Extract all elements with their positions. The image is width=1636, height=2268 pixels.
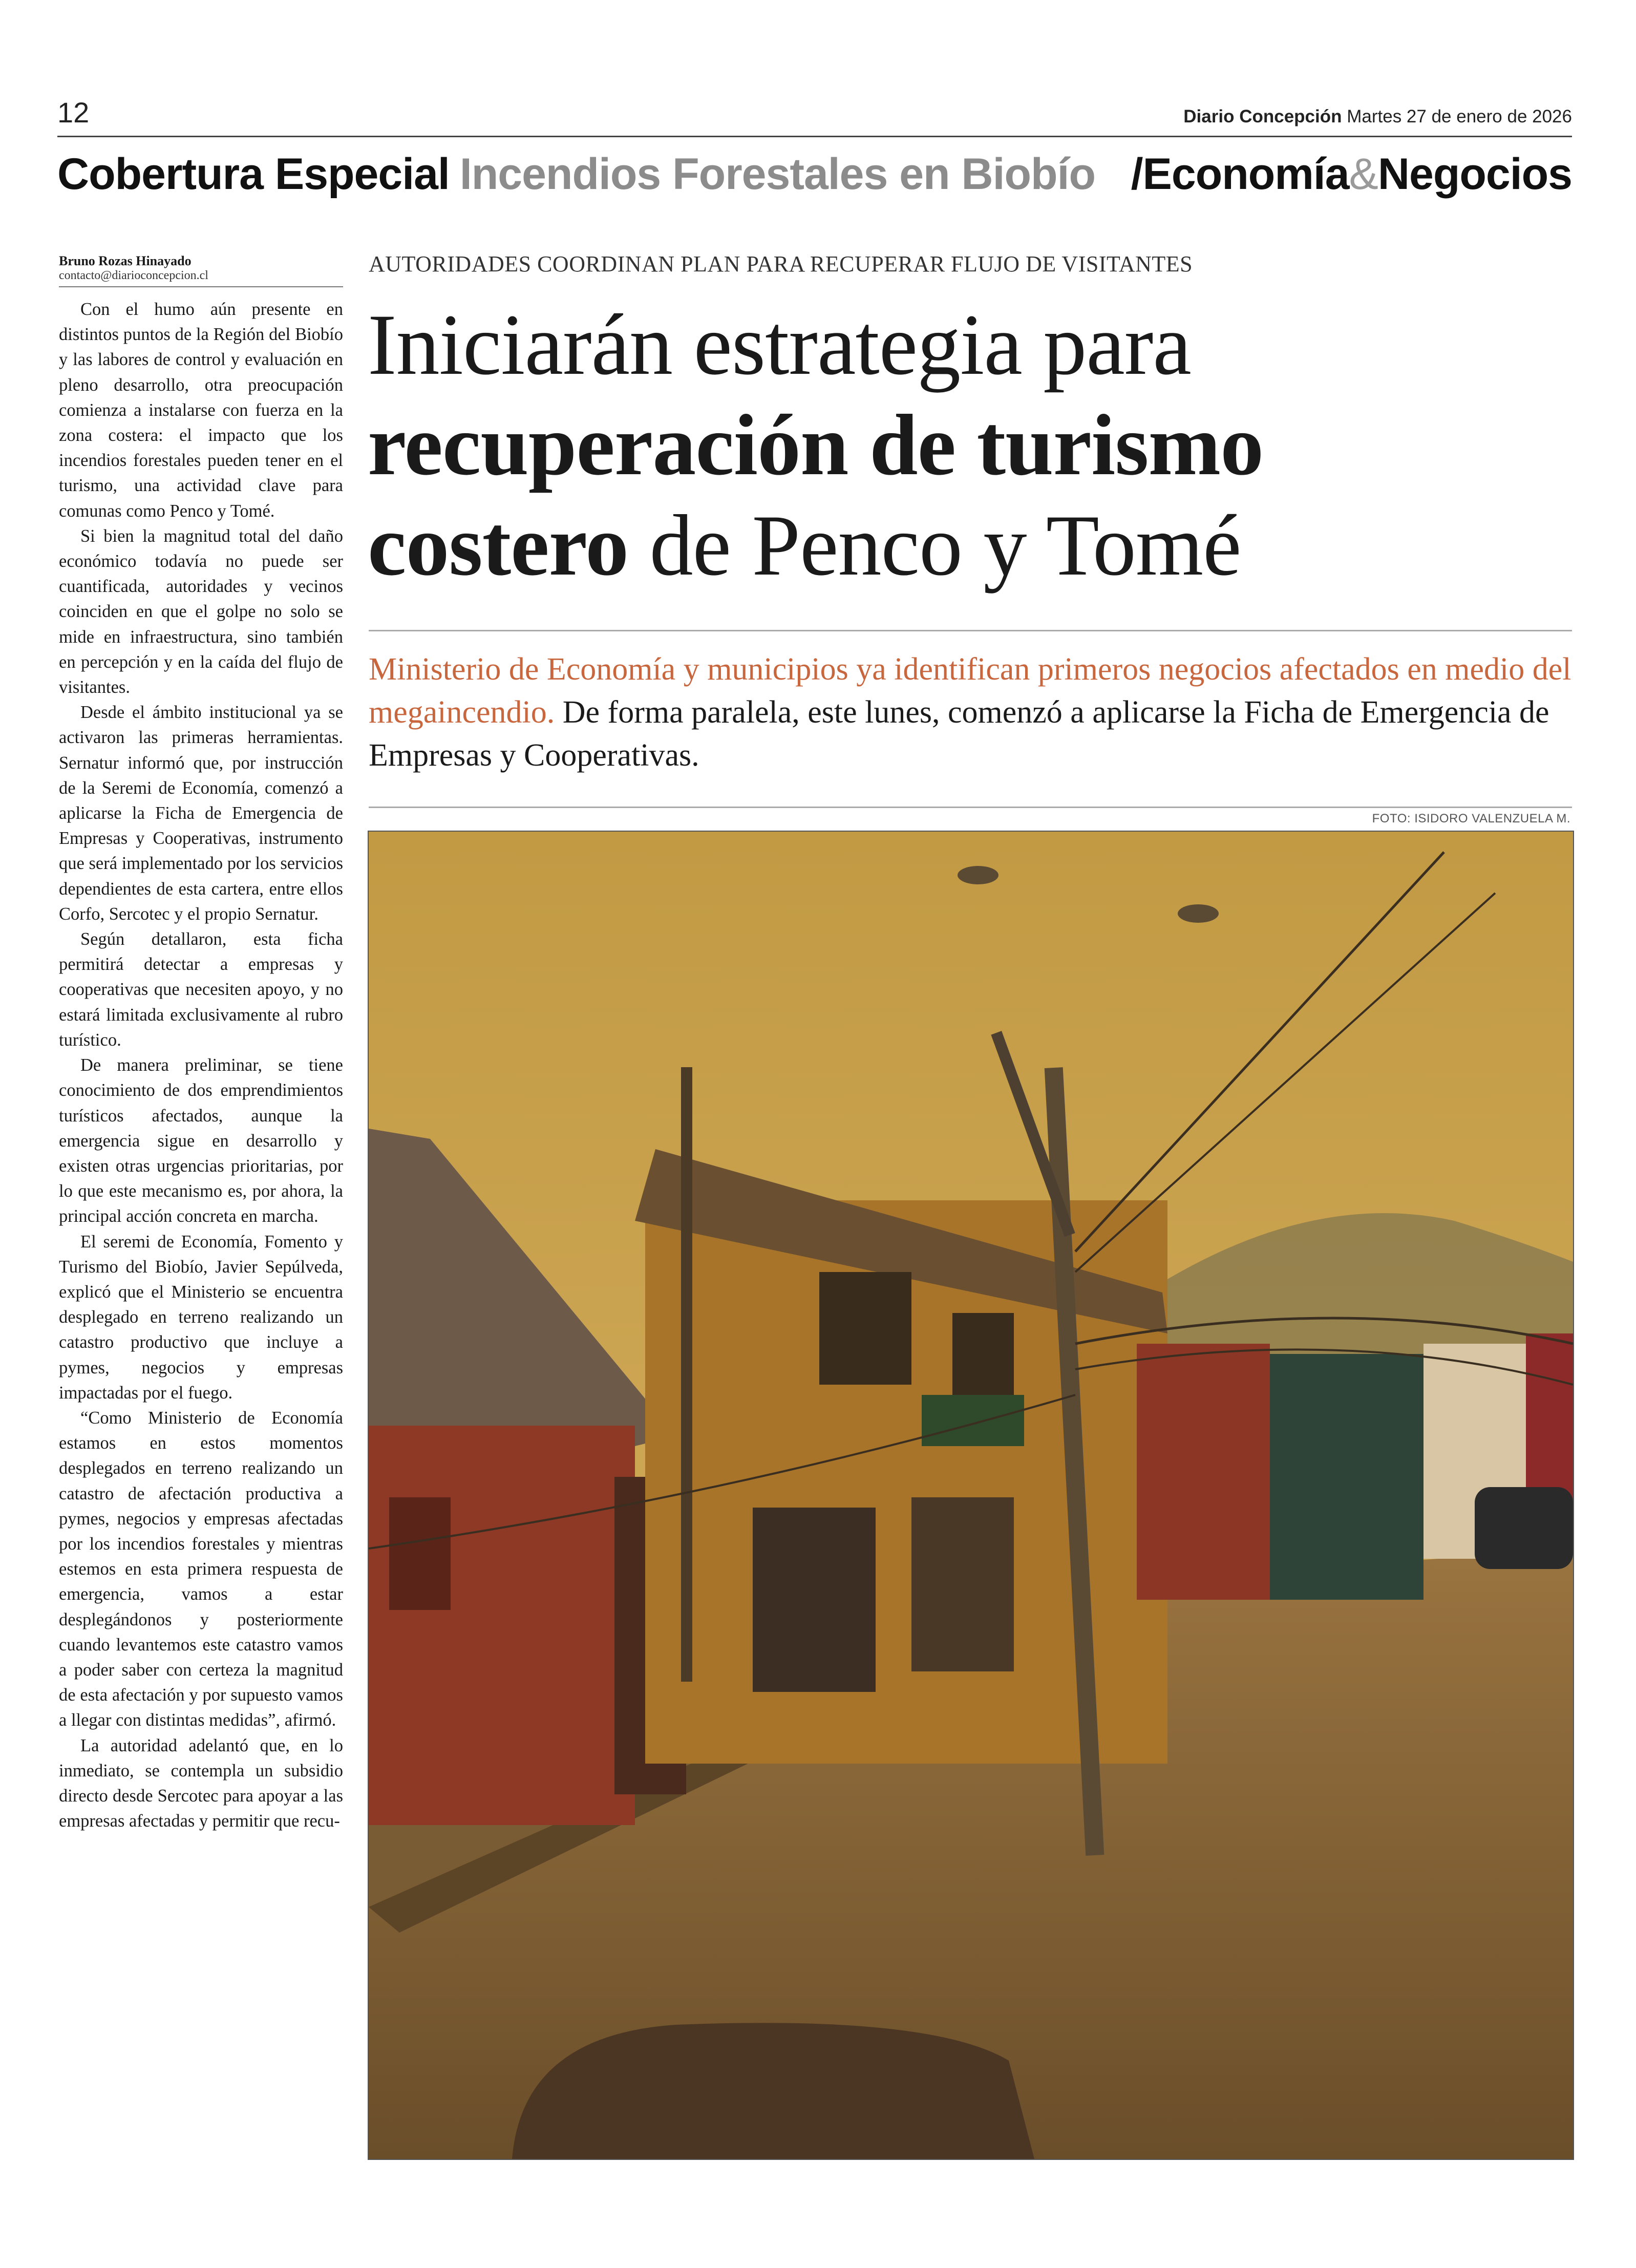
body-paragraph: De manera preliminar, se tiene conocimiento de dos emprendimientos turísticos afectados, aunque la emergencia sigue en desarrollo y existen otras urgencias prioritarias, por lo que este mecanismo es, por ahora, la principal acción concreta en marcha. [59, 1055, 343, 1226]
divider [369, 807, 1572, 808]
page-number: 12 [57, 96, 90, 129]
author-name: Bruno Rozas Hinayado [59, 253, 192, 268]
headline-line-3-bold: costero [368, 497, 629, 594]
publication-name: Diario Concepción [1183, 107, 1342, 126]
headline-line-3-rest: de Penco y Tomé [628, 497, 1241, 594]
issue-date: Martes 27 de enero de 2026 [1347, 107, 1572, 126]
body-paragraph: “Como Ministerio de Economía estamos en estos momentos desplegados en terreno realizando un catastro de afectación productiva a pymes, negocios y empresas afectadas por los incendios forestales y mientras estemos en esta primera respuesta de emergencia, vamos a estar desplegándonos y posteriormente cuando levantemos este catastro vamos a poder saber con certeza la magnitud de esta afectación y por supuesto vamos a llegar con distintas medidas”, afirmó. [59, 1408, 343, 1730]
deck-rest: De forma paralela, este lunes, comenzó a aplicarse la Ficha de Emergencia de Empresas y Cooperativas. [369, 695, 1549, 773]
section-main: Cobertura Especial [57, 149, 450, 199]
body-paragraph: La autoridad adelantó que, en lo inmediato, se contempla un subsidio directo desde Sercotec para apoyar a las empresas afectadas y permitir que recu- [59, 1735, 343, 1831]
article-body [59, 297, 343, 1834]
top-rule [57, 136, 1572, 137]
body-paragraph: El seremi de Economía, Fomento y Turismo del Biobío, Javier Sepúlveda, explicó que el Ministerio se encuentra desplegado en terreno realizando un catastro productivo que incluye a pymes, negocios y empresas impactadas por el fuego. [59, 1232, 343, 1403]
article-photo [368, 831, 1574, 2160]
divider [369, 630, 1572, 631]
headline [368, 294, 1576, 596]
section-area-suffix: Negocios [1377, 149, 1572, 199]
section-area [1131, 149, 1572, 200]
body-paragraph: Con el humo aún presente en distintos puntos de la Región del Biobío y las labores de control y evaluación en pleno desarrollo, otra preocupación comienza a instalarse con fuerza en la zona costera: el impacto que los incendios forestales pueden tener en el turismo, una actividad clave para comunas como Penco y Tomé. [59, 300, 343, 521]
kicker: AUTORIDADES COORDINAN PLAN PARA RECUPERAR FLUJO DE VISITANTES [369, 251, 1193, 277]
photo-credit: FOTO: ISIDORO VALENZUELA M. [1372, 812, 1570, 825]
section-heading [57, 149, 1095, 200]
body-paragraph: Desde el ámbito institucional ya se activaron las primeras herramientas. Sernatur informó que, por instrucción de la Seremi de Economía, comenzó a aplicarse la Ficha de Emergencia de Empresas y Cooperativas, instrumento que será implementado por los servicios dependientes de esta cartera, entre ellos Corfo, Sercotec y el propio Sernatur. [59, 703, 343, 924]
headline-line-3 [368, 495, 1576, 596]
author-email: contacto@diarioconcepcion.cl [59, 269, 208, 282]
section-area-amp: & [1349, 149, 1378, 199]
section-area-prefix: /Economía [1131, 149, 1349, 199]
masthead [1183, 107, 1572, 127]
deck [369, 648, 1572, 777]
smoky-street-photo [369, 832, 1573, 2159]
body-paragraph: Según detallaron, esta ficha permitirá detectar a empresas y cooperativas que necesiten apoyo, y no estará limitada exclusivamente al rubro turístico. [59, 929, 343, 1050]
body-paragraph: Si bien la magnitud total del daño económico todavía no puede ser cuantificada, autoridades y vecinos coinciden en que el golpe no solo se mide en infraestructura, sino también en percepción y en la caída del flujo de visitantes. [59, 526, 343, 697]
byline [59, 253, 343, 287]
headline-line-2: recuperación de turismo [368, 397, 1264, 493]
section-bar [57, 146, 1572, 202]
section-topic: Incendios Forestales en Biobío [459, 149, 1095, 199]
headline-line-1: Iniciarán estrategia para [368, 296, 1191, 393]
deck-accent: Ministerio de Economía y municipios ya identifican primeros negocios afectados en medio del megaincendio. [369, 652, 1571, 730]
